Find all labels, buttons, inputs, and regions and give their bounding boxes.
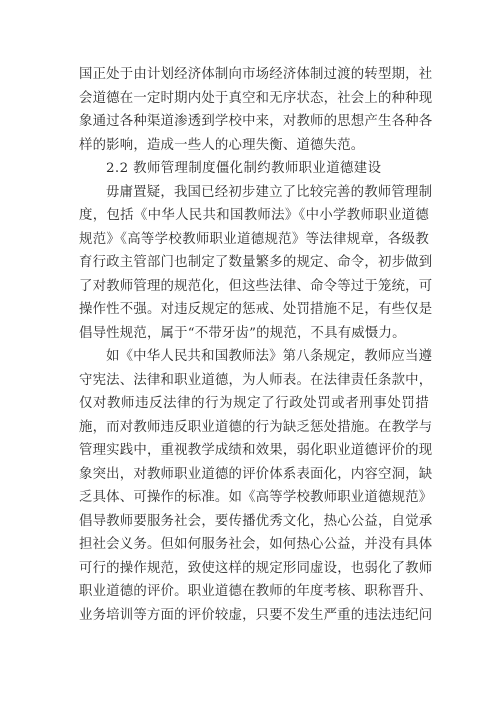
text-line: 业务培训等方面的评价较虚，只要不发生严重的违法违纪问	[79, 607, 433, 623]
text-line: 守宪法、法律和职业道德，为人师表。在法律责任条款中，	[79, 372, 433, 388]
text-line: 管理实践中，重视教学成绩和效果，弱化职业道德评价的现	[79, 443, 433, 458]
text-line: 会道德在一定时期内处于真空和无序状态，社会上的种种现	[79, 90, 433, 106]
text-line: 倡导性规范，属于“不带牙齿”的规范，不具有威慑力。	[79, 325, 406, 341]
text-line: 乏具体、可操作的标准。如《高等学校教师职业道德规范》	[79, 490, 433, 505]
paragraph-1	[79, 63, 433, 157]
text-line: 规范》《高等学校教师职业道德规范》等法律规章，各级教	[79, 231, 429, 247]
text-line: 国正处于由计划经济体制向市场经济体制过渡的转型期，社	[79, 67, 433, 82]
paragraph-3	[79, 345, 433, 627]
text-line: 育行政主管部门也制定了数量繁多的规定、命令，初步做到	[79, 255, 433, 270]
text-line: 如《中华人民共和国教师法》第八条规定，教师应当遵	[106, 349, 433, 364]
text-line: 职业道德的评价。职业道德在教师的年度考核、职称晋升、	[79, 584, 433, 599]
text-line: 施，而对教师违反职业道德的行为缺乏惩处措施。在教学与	[79, 419, 433, 435]
text-line: 可行的操作规范，致使这样的规定形同虚设，也弱化了教师	[79, 560, 433, 576]
text-line: 度，包括《中华人民共和国教师法》《中小学教师职业道德	[79, 208, 429, 223]
body-text	[79, 63, 433, 627]
text-line: 象通过各种渠道渗透到学校中来，对教师的思想产生各种各	[79, 114, 433, 129]
paragraph-2	[79, 181, 433, 346]
text-line: 样的影响，造成一些人的心理失衡、道德失范。	[79, 137, 365, 153]
section-heading: 2.2 教师管理制度僵化制约教师职业道德建设	[106, 161, 382, 176]
text-line: 仅对教师违反法律的行为规定了行政处罚或者刑事处罚措	[79, 396, 429, 411]
text-line: 倡导教师要服务社会，要传播优秀文化，热心公益，自觉承	[79, 513, 433, 529]
text-line: 操作性不强。对违反规定的惩戒、处罚措施不足，有些仅是	[79, 302, 433, 317]
text-line: 担社会义务。但如何服务社会，如何热心公益，并没有具体	[79, 537, 433, 552]
text-line: 毋庸置疑，我国已经初步建立了比较完善的教师管理制	[106, 184, 433, 200]
text-line: 了对教师管理的规范化，但这些法律、命令等过于笼统，可	[79, 278, 433, 294]
text-line: 象突出，对教师职业道德的评价体系表面化，内容空洞，缺	[79, 466, 433, 482]
